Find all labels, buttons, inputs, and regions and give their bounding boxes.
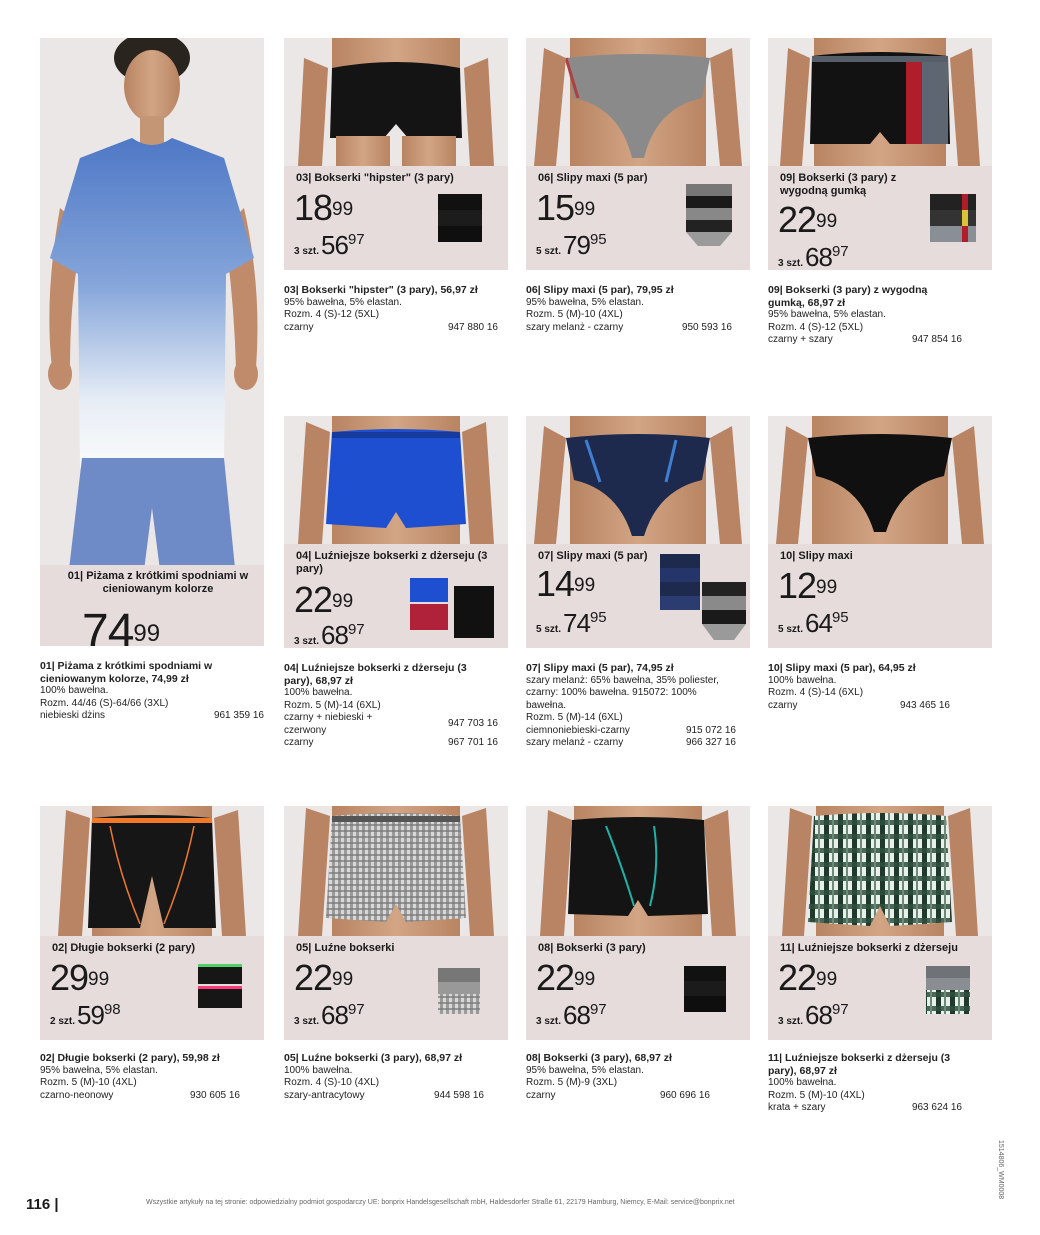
product-card-04[interactable] (284, 416, 508, 648)
product-photo-08 (526, 806, 750, 936)
footer-legal-note: Wszystkie artykuły na tej stronie: odpowiedzialny podmiot gospodarczy UE: bonprix Handelsgesellschaft mbH, Haldesdorfer Straße 61, 22179 Hamburg, Niemcy, E-Mail: service@bonprix.net (146, 1199, 735, 1206)
multi-price-10: 5 $szt.64^{95}$ (778, 608, 849, 638)
product-card-08[interactable] (526, 806, 750, 1040)
variant-06-0: szary melanż - czarny 950 593 16 (526, 321, 732, 333)
price-06: $15^{99}$ (536, 187, 596, 228)
product-photo-02 (40, 806, 264, 936)
variant-02-0: czarno-neonowy 930 605 16 (40, 1089, 240, 1101)
offer-title-01: 01| Piżama z krótkimi spodniami w cieniowanym kolorze (67, 570, 249, 595)
product-card-11[interactable] (768, 806, 992, 1040)
pack-image-08 (680, 964, 730, 1014)
product-photo-03 (284, 38, 508, 166)
multi-price-06: 5 $szt.79^{95}$ (536, 230, 607, 260)
product-photo-05 (284, 806, 508, 936)
variant-07-1: szary melanż - czarny 966 327 16 (526, 737, 736, 748)
product-card-05[interactable] (284, 806, 508, 1040)
pack-image-02 (196, 962, 244, 1010)
product-photo-11 (768, 806, 992, 936)
product-photo-01 (40, 38, 264, 646)
offer-04: 04| Luźniejsze bokserki z dżerseju (3 pary) $22^{99}$ 3 $szt.68^{97}$ (284, 544, 508, 648)
material-01: 100% bawełna. (40, 685, 109, 696)
product-card-03[interactable] (284, 38, 508, 270)
offer-03: 03| Bokserki "hipster" (3 pary) $18^{99}$ 3 $szt.56^{97}$ (284, 166, 508, 270)
offer-02: 02| Długie bokserki (2 pary) $29^{99}$ 2 $szt.59^{98}$ (40, 936, 264, 1040)
product-card-07[interactable] (526, 416, 750, 648)
multi-price-11: 3 $szt.68^{97}$ (778, 1000, 849, 1030)
product-photo-04 (284, 416, 508, 544)
offer-10: 10| Slipy maxi $12^{99}$ 5 $szt.64^{95}$ (778, 550, 853, 638)
description-02: 02| Długie bokserki (2 pary), 59,98 zł 95% bawełna, 5% elastan. Rozm. 5 (M)-10 (4XL) czarno-neonowy 930 605 16 (40, 1052, 240, 1101)
pack-image-05 (434, 966, 484, 1016)
price-07: $14^{99}$ (536, 563, 596, 604)
price-09: $22^{99}$ (778, 199, 838, 240)
variant-04-0: czarny + niebieski + czerwony 947 703 16 (284, 712, 498, 736)
offer-08: 08| Bokserki (3 pary) $22^{99}$ 3 $szt.68^{97}$ (526, 936, 750, 1040)
variant-11-0: krata + szary 963 624 16 (768, 1102, 962, 1113)
product-card-02[interactable] (40, 806, 264, 1040)
description-01 (40, 660, 264, 723)
variant-08-0: czarny 960 696 16 (526, 1089, 710, 1101)
price-11: $22^{99}$ (778, 957, 838, 998)
variant-03-0: czarny 947 880 16 (284, 321, 498, 333)
multi-price-08: 3 $szt.68^{97}$ (536, 1000, 607, 1030)
offer-05: 05| Luźne bokserki $22^{99}$ 3 $szt.68^{97}$ (284, 936, 508, 1040)
variant-07-0: ciemnoniebieski-czarny 915 072 16 (526, 724, 736, 736)
variant-01-0: niebieski dżins 961 359 16 (40, 710, 264, 721)
pack-image-07 (658, 552, 748, 642)
price-01: $74^{99}$ (82, 605, 161, 646)
description-04: 04| Luźniejsze bokserki z dżerseju (3 pary), 68,97 zł 100% bawełna. Rozm. 5 (M)-14 (6XL) czarny + niebieski + czerwony 947 703 16 czarny 967 701 16 (284, 662, 498, 748)
description-10: 10| Slipy maxi (5 par), 64,95 zł 100% bawełna. Rozm. 4 (S)-14 (6XL) czarny 943 465 16 (768, 662, 950, 711)
pack-image-04 (408, 576, 502, 640)
sizes-01: Rozm. 44/46 (S)-64/66 (3XL) (40, 697, 169, 709)
offer-11: 11| Luźniejsze bokserki z dżerseju $22^{99}$ 3 $szt.68^{97}$ (768, 936, 992, 1040)
variant-05-0: szary-antracytowy 944 598 16 (284, 1089, 484, 1101)
multi-price-04: 3 $szt.68^{97}$ (294, 620, 365, 648)
pack-image-06 (684, 182, 734, 248)
page-number: 116 | (26, 1196, 59, 1213)
multi-price-09: 3 $szt.68^{97}$ (778, 242, 849, 270)
description-06: 06| Slipy maxi (5 par), 79,95 zł 95% bawełna, 5% elastan. Rozm. 5 (M)-10 (4XL) szary melanż - czarny 950 593 16 (526, 284, 732, 333)
description-09: 09| Bokserki (3 pary) z wygodną gumką, 68,97 zł 95% bawełna, 5% elastan. Rozm. 4 (S)-12 (5XL) czarny + szary 947 854 16 (768, 284, 962, 345)
variant-10-0: czarny 943 465 16 (768, 699, 950, 711)
description-11: 11| Luźniejsze bokserki z dżerseju (3 pary), 68,97 zł 100% bawełna. Rozm. 5 (M)-10 (4XL) krata + szary 963 624 16 (768, 1052, 962, 1113)
pack-image-11 (922, 964, 974, 1016)
offer-07: 07| Slipy maxi (5 par) $14^{99}$ 5 $szt.74^{95}$ (526, 544, 750, 648)
description-05: 05| Luźne bokserki (3 pary), 68,97 zł 100% bawełna. Rozm. 4 (S)-10 (4XL) szary-antracytowy 944 598 16 (284, 1052, 484, 1101)
catalog-code: 1514806_WM0008 (997, 1140, 1004, 1200)
description-03: 03| Bokserki "hipster" (3 pary), 56,97 zł 95% bawełna, 5% elastan. Rozm. 4 (S)-12 (5XL) czarny 947 880 16 (284, 284, 498, 333)
variant-04-1: czarny 967 701 16 (284, 737, 498, 748)
product-card-09[interactable] (768, 38, 992, 270)
description-07: 07| Slipy maxi (5 par), 74,95 zł szary melanż: 65% bawełna, 35% poliester, czarny: 100% bawełna. 915072: 100% bawełna. Rozm. 5 (M)-14 (6XL) ciemnoniebieski-czarny 915 072 16 szary melanż - czarny 966 327 16 (526, 662, 736, 748)
product-photo-06 (526, 38, 750, 166)
price-03: $18^{99}$ (294, 187, 354, 228)
price-10: $12^{99}$ (778, 565, 838, 606)
product-card-10[interactable] (768, 416, 992, 648)
price-04: $22^{99}$ (294, 579, 354, 620)
variant-09-0: czarny + szary 947 854 16 (768, 334, 962, 345)
product-photo-07 (526, 416, 750, 544)
product-card-01[interactable] (40, 38, 264, 646)
price-05: $22^{99}$ (294, 957, 354, 998)
pack-image-09 (928, 192, 978, 244)
multi-price-02: 2 $szt.59^{98}$ (50, 1000, 121, 1030)
product-photo-10 (768, 416, 992, 544)
multi-price-03: 3 $szt.56^{97}$ (294, 230, 365, 260)
offer-09: 09| Bokserki (3 pary) z wygodną gumką $22^{99}$ 3 $szt.68^{97}$ (768, 166, 992, 270)
multi-price-07: 5 $szt.74^{95}$ (536, 608, 607, 638)
multi-price-05: 3 $szt.68^{97}$ (294, 1000, 365, 1030)
pack-image-03 (436, 192, 484, 244)
description-title-01: 01| Piżama z krótkimi spodniami w cieniowanym kolorze, 74,99 zł (40, 660, 213, 685)
price-02: $29^{99}$ (50, 957, 110, 998)
product-card-06[interactable] (526, 38, 750, 270)
price-08: $22^{99}$ (536, 957, 596, 998)
description-08: 08| Bokserki (3 pary), 68,97 zł 95% bawełna, 5% elastan. Rozm. 5 (M)-9 (3XL) czarny 960 696 16 (526, 1052, 710, 1101)
product-photo-09 (768, 38, 992, 166)
offer-06: 06| Slipy maxi (5 par) $15^{99}$ 5 $szt.79^{95}$ (526, 166, 750, 270)
